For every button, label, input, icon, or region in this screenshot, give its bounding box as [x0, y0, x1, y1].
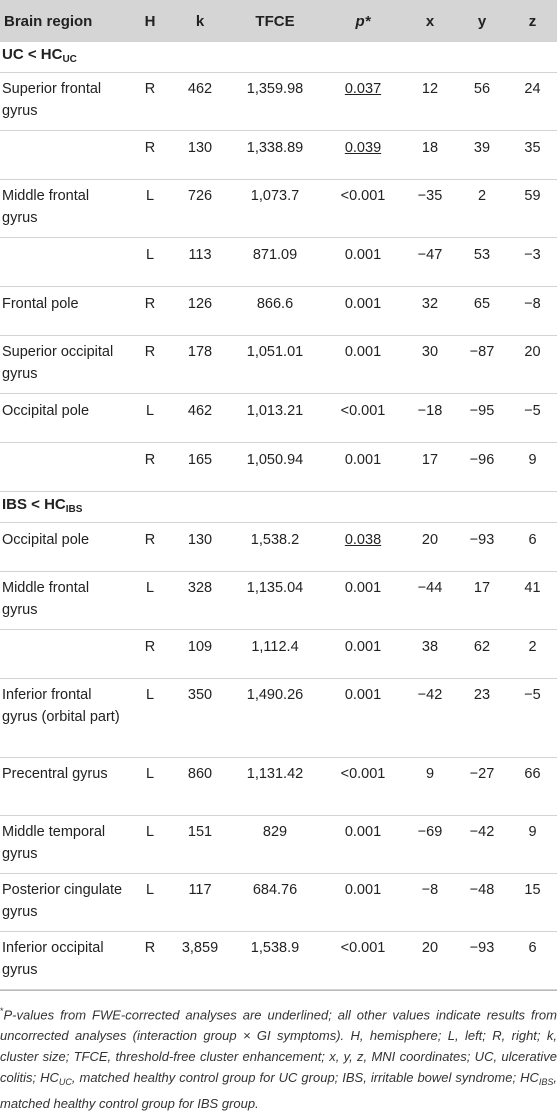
cell-y: 56: [456, 73, 508, 131]
cell-hemisphere: R: [128, 73, 172, 131]
cell-brain-region: Inferior frontal gyrus (orbital part): [0, 679, 128, 758]
cell-tfce: 1,050.94: [228, 443, 322, 492]
cell-k: 860: [172, 758, 228, 816]
cell-tfce: 1,338.89: [228, 131, 322, 180]
cell-x: 30: [404, 336, 456, 394]
cell-p: <0.001: [322, 180, 404, 238]
cell-tfce: 1,131.42: [228, 758, 322, 816]
cell-z: 59: [508, 180, 557, 238]
cell-z: 35: [508, 131, 557, 180]
table-row: [0, 630, 557, 679]
cell-brain-region: [0, 443, 128, 492]
cell-p: 0.001: [322, 336, 404, 394]
p-value-underlined: 0.038: [344, 532, 382, 548]
cell-x: 12: [404, 73, 456, 131]
cell-x: −47: [404, 238, 456, 287]
table-footnote: [0, 990, 557, 1114]
cell-y: −93: [456, 932, 508, 990]
cell-brain-region: Occipital pole: [0, 394, 128, 443]
cell-hemisphere: R: [128, 523, 172, 572]
cell-tfce: 866.6: [228, 287, 322, 336]
cell-k: 350: [172, 679, 228, 758]
cell-p: [322, 73, 404, 131]
cell-z: 20: [508, 336, 557, 394]
cell-hemisphere: R: [128, 932, 172, 990]
table-row: [0, 932, 557, 990]
table-row: [0, 287, 557, 336]
cell-brain-region: [0, 131, 128, 180]
cell-k: 126: [172, 287, 228, 336]
header-brain-region: Brain region: [4, 12, 93, 30]
cell-brain-region: Occipital pole: [0, 523, 128, 572]
cell-z: −5: [508, 679, 557, 758]
table-row: [0, 238, 557, 287]
cell-y: 39: [456, 131, 508, 180]
table-row: [0, 874, 557, 932]
header-tfce: TFCE: [255, 12, 295, 30]
table-row: [0, 679, 557, 758]
cell-y: 23: [456, 679, 508, 758]
cell-k: 328: [172, 572, 228, 630]
cell-k: 165: [172, 443, 228, 492]
header-p: [322, 0, 404, 42]
cell-z: 9: [508, 816, 557, 874]
cell-x: 9: [404, 758, 456, 816]
cell-y: −27: [456, 758, 508, 816]
cell-tfce: 1,112.4: [228, 630, 322, 679]
cell-k: 726: [172, 180, 228, 238]
cell-brain-region: Middle temporal gyrus: [0, 816, 128, 874]
cell-z: 6: [508, 523, 557, 572]
cell-p: <0.001: [322, 758, 404, 816]
cell-tfce: 829: [228, 816, 322, 874]
cell-y: 65: [456, 287, 508, 336]
cell-p: [322, 131, 404, 180]
cell-x: 20: [404, 523, 456, 572]
cell-tfce: 1,051.01: [228, 336, 322, 394]
cell-x: 18: [404, 131, 456, 180]
cell-z: −8: [508, 287, 557, 336]
table-header-row: [0, 0, 557, 42]
cell-x: 17: [404, 443, 456, 492]
cell-y: −87: [456, 336, 508, 394]
table-row: [0, 758, 557, 816]
cell-k: 130: [172, 523, 228, 572]
cell-tfce: 1,359.98: [228, 73, 322, 131]
footnote-marker: *: [0, 1006, 4, 1016]
table-row: [0, 336, 557, 394]
cell-y: −96: [456, 443, 508, 492]
cell-z: 15: [508, 874, 557, 932]
cell-x: −18: [404, 394, 456, 443]
header-k: k: [195, 12, 205, 30]
cell-z: 2: [508, 630, 557, 679]
cell-hemisphere: L: [128, 238, 172, 287]
header-z: z: [528, 12, 537, 30]
group-label: [0, 492, 557, 523]
cell-hemisphere: L: [128, 572, 172, 630]
footnote-text-1: P-values from FWE-corrected analyses are underlined; all other values indicate results from uncorrected analyses (interaction group × GI symptoms). H, hemisphere; L, left; R, right; k, cluster size; TFCE, threshold-free cluster enhancement; x, y, z, MNI coordinates; UC, ulcerative colitis; HC: [0, 1007, 557, 1086]
table-row: [0, 131, 557, 180]
p-value-underlined: 0.039: [344, 140, 382, 156]
footnote-text-3: , matched healthy control group for IBS group.: [0, 1070, 557, 1112]
cell-p: 0.001: [322, 443, 404, 492]
footnote-sub-ibs: IBS: [538, 1077, 554, 1088]
cell-hemisphere: R: [128, 443, 172, 492]
cell-p: [322, 523, 404, 572]
table-row: [0, 73, 557, 131]
table-body: [0, 42, 557, 990]
cell-tfce: 1,013.21: [228, 394, 322, 443]
header-x: x: [425, 12, 435, 30]
cell-brain-region: Posterior cingulate gyrus: [0, 874, 128, 932]
cell-x: −42: [404, 679, 456, 758]
footnote-sub-uc: UC: [58, 1077, 72, 1088]
cell-p: <0.001: [322, 394, 404, 443]
cell-k: 117: [172, 874, 228, 932]
table-row: [0, 816, 557, 874]
cell-z: 66: [508, 758, 557, 816]
group-label-subscript: UC: [62, 53, 77, 65]
cell-hemisphere: R: [128, 131, 172, 180]
table-row: [0, 523, 557, 572]
cell-z: 9: [508, 443, 557, 492]
cell-p: 0.001: [322, 630, 404, 679]
table-row: [0, 394, 557, 443]
cell-brain-region: Inferior occipital gyrus: [0, 932, 128, 990]
cell-z: −3: [508, 238, 557, 287]
p-value-underlined: 0.037: [344, 81, 382, 97]
cell-x: 20: [404, 932, 456, 990]
cell-y: −93: [456, 523, 508, 572]
cell-p: 0.001: [322, 874, 404, 932]
table-row: [0, 443, 557, 492]
cell-x: −8: [404, 874, 456, 932]
cell-p: 0.001: [322, 572, 404, 630]
cell-z: 6: [508, 932, 557, 990]
group-header-row: [0, 42, 557, 73]
cell-hemisphere: L: [128, 180, 172, 238]
cell-hemisphere: L: [128, 394, 172, 443]
header-hemisphere: H: [144, 12, 156, 30]
cell-y: −95: [456, 394, 508, 443]
group-label: [0, 42, 557, 73]
cell-p: 0.001: [322, 679, 404, 758]
cell-z: 24: [508, 73, 557, 131]
cell-x: −44: [404, 572, 456, 630]
cell-x: −35: [404, 180, 456, 238]
cell-hemisphere: R: [128, 287, 172, 336]
cell-brain-region: Frontal pole: [0, 287, 128, 336]
cell-brain-region: Precentral gyrus: [0, 758, 128, 816]
cell-tfce: 684.76: [228, 874, 322, 932]
table-row: [0, 180, 557, 238]
cell-k: 3,859: [172, 932, 228, 990]
cell-brain-region: [0, 238, 128, 287]
cell-hemisphere: R: [128, 336, 172, 394]
cell-y: 17: [456, 572, 508, 630]
cell-p: <0.001: [322, 932, 404, 990]
group-label-subscript: IBS: [65, 503, 83, 515]
cell-p: 0.001: [322, 287, 404, 336]
cell-hemisphere: L: [128, 816, 172, 874]
header-p-label: p*: [355, 12, 371, 30]
cell-y: −48: [456, 874, 508, 932]
cell-hemisphere: L: [128, 679, 172, 758]
cell-p: 0.001: [322, 238, 404, 287]
cell-tfce: 1,135.04: [228, 572, 322, 630]
cell-k: 109: [172, 630, 228, 679]
cell-k: 178: [172, 336, 228, 394]
footnote-text-2: , matched healthy control group for UC group; IBS, irritable bowel syndrome; HC: [71, 1070, 539, 1086]
cell-k: 462: [172, 394, 228, 443]
group-header-row: [0, 492, 557, 523]
cell-x: 38: [404, 630, 456, 679]
cell-k: 151: [172, 816, 228, 874]
cell-tfce: 1,073.7: [228, 180, 322, 238]
cell-x: 32: [404, 287, 456, 336]
cell-p: 0.001: [322, 816, 404, 874]
cell-brain-region: [0, 630, 128, 679]
cell-k: 113: [172, 238, 228, 287]
cell-y: 2: [456, 180, 508, 238]
cell-tfce: 871.09: [228, 238, 322, 287]
cell-z: −5: [508, 394, 557, 443]
header-y: y: [477, 12, 487, 30]
cell-brain-region: Middle frontal gyrus: [0, 180, 128, 238]
cell-y: 53: [456, 238, 508, 287]
cell-k: 462: [172, 73, 228, 131]
cell-brain-region: Superior occipital gyrus: [0, 336, 128, 394]
cell-hemisphere: L: [128, 758, 172, 816]
group-label-main: IBS < HC: [2, 495, 66, 513]
cell-tfce: 1,490.26: [228, 679, 322, 758]
table-row: [0, 572, 557, 630]
cell-brain-region: Middle frontal gyrus: [0, 572, 128, 630]
cell-hemisphere: R: [128, 630, 172, 679]
cell-y: 62: [456, 630, 508, 679]
cell-k: 130: [172, 131, 228, 180]
cell-x: −69: [404, 816, 456, 874]
cell-tfce: 1,538.2: [228, 523, 322, 572]
cell-brain-region: Superior frontal gyrus: [0, 73, 128, 131]
cell-z: 41: [508, 572, 557, 630]
group-label-main: UC < HC: [2, 45, 63, 63]
cell-y: −42: [456, 816, 508, 874]
cell-hemisphere: L: [128, 874, 172, 932]
cell-tfce: 1,538.9: [228, 932, 322, 990]
